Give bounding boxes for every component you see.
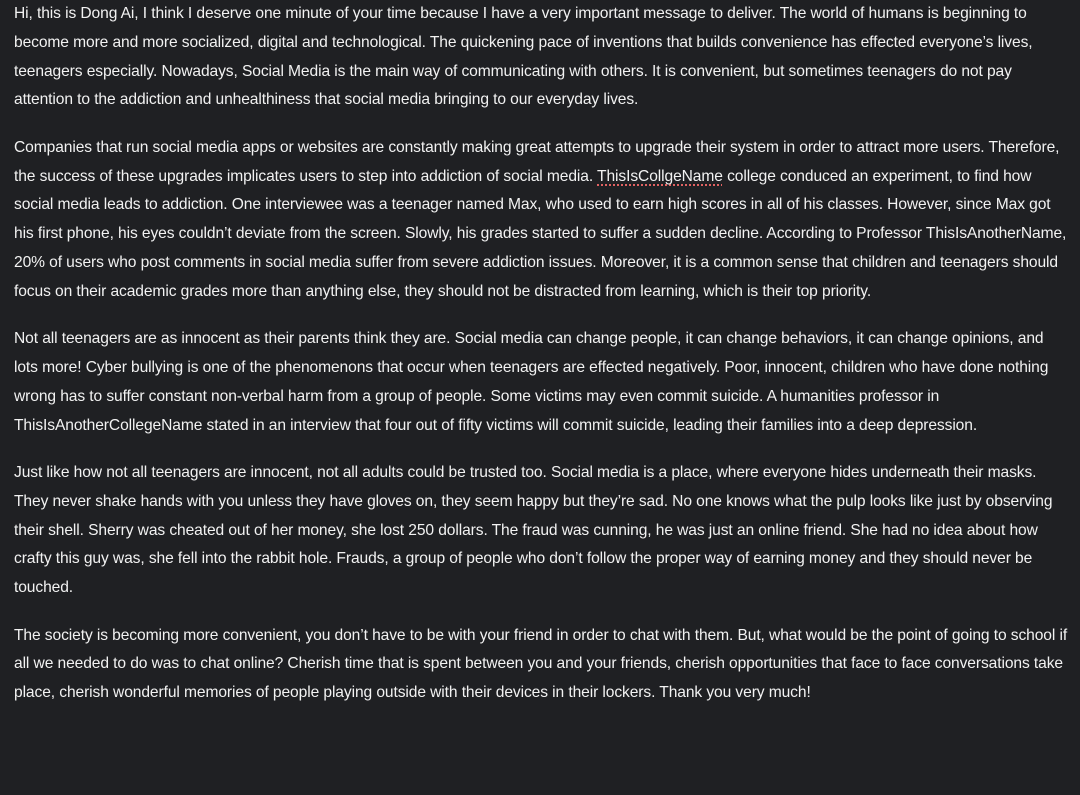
paragraph-conclusion: The society is becoming more convenient, you don’t have to be with your friend in order to chat with them. But, what would be the point of going to school if all we needed to do was to chat online? Cherish time that is spent between you and your friends, cherish opportunities that face to face conversations take place, cherish wonderful memories of people playing outside with their devices in their lockers. Thank you very much! (14, 626, 1068, 702)
paragraph-fraud: Just like how not all teenagers are innocent, not all adults could be trusted too. Social media is a place, where everyone hides underneath their masks. They never shake hands with you unless they have gloves on, they seem happy but they’re sad. No one knows what the pulp looks like just by observing their shell. Sherry was cheated out of her money, she lost 250 dollars. The fraud was cunning, he was just an online friend. She had no idea about how crafty this guy was, she fell into the rabbit hole. Frauds, a group of people who don’t follow the proper way of earning money and they should never be touched. (14, 463, 1053, 597)
misspelled-word[interactable]: ThisIsCollgeName (597, 167, 723, 185)
paragraph-addiction (14, 134, 1068, 307)
paragraph-addiction-end: college conduced an experiment, to find how social media leads to addiction. One interviewee was a teenager named Max, who used to earn high scores in all of his classes. However, since Max got his first phone, his eyes couldn’t deviate from the screen. Slowly, his grades started to suffer a sudden decline. According to Professor ThisIsAnotherName, 20% of users who post comments in social media suffer from severe addiction issues. Moreover, it is a common sense that children and teenagers should focus on their academic grades more than anything else, they should not be distracted from learning, which is their top priority. (14, 167, 1067, 300)
paragraph-cyberbullying: Not all teenagers are as innocent as their parents think they are. Social media can change people, it can change behaviors, it can change opinions, and lots more! Cyber bullying is one of the phenomenons that occur when teenagers are effected negatively. Poor, innocent, children who have done nothing wrong has to suffer constant non-verbal harm from a group of people. Some victims may even commit suicide. A humanities professor in ThisIsAnotherCollegeName stated in an interview that four out of fifty victims will commit suicide, leading their families into a deep depression. (14, 330, 1049, 434)
paragraph-intro: Hi, this is Dong Ai, I think I deserve one minute of your time because I have a very important message to deliver. The world of humans is beginning to become more and more socialized, digital and technological. The quickening pace of inventions that builds convenience has effected everyone’s lives, teenagers especially. Nowadays, Social Media is the main way of communicating with others. It is convenient, but sometimes teenagers do not pay attention to the addiction and unhealthiness that social media bringing to our everyday lives. (14, 5, 1033, 109)
paragraph-addiction-start: Companies that run social media apps or websites are constantly making great attempts to upgrade their system in order to attract more users. Therefore, the success of these upgrades implicates users to step into addiction of social media. (14, 138, 1060, 185)
